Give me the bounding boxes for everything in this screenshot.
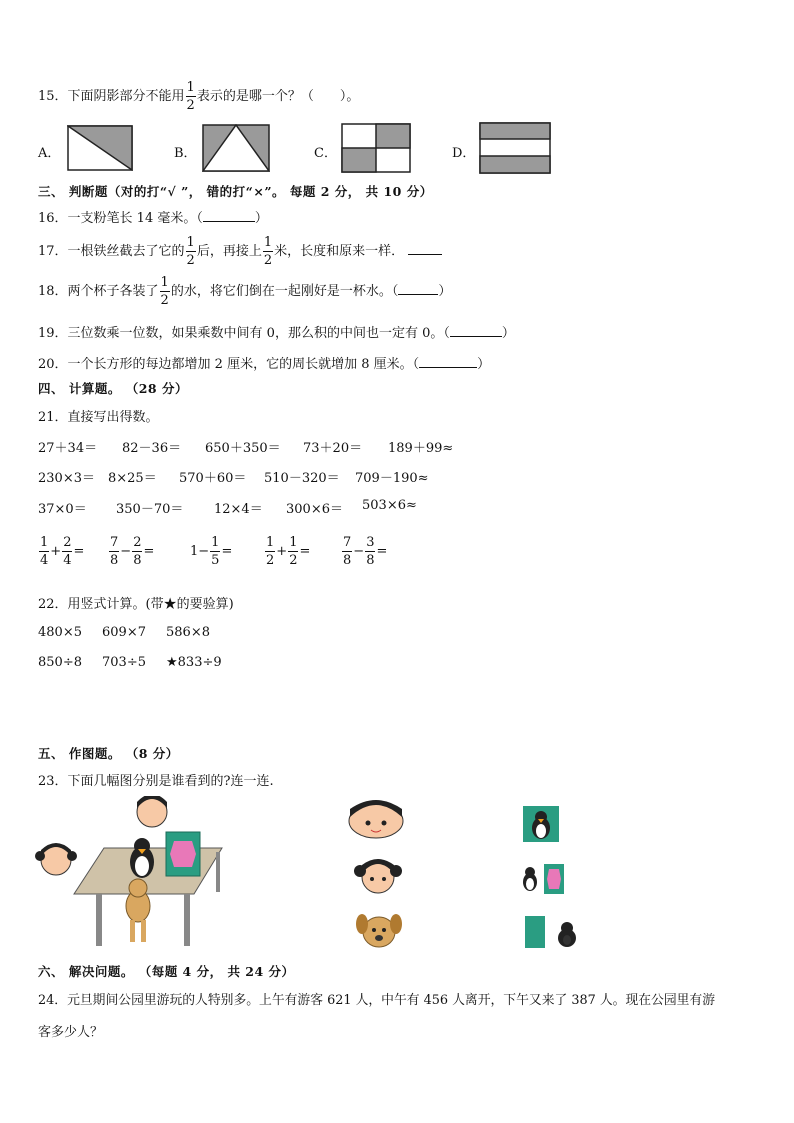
vertical-calc-item: 586×8 <box>166 625 210 640</box>
section-5-heading: 五、 作图题。 （8 分） <box>38 746 179 761</box>
vertical-calc-item: ★833÷9 <box>166 655 222 670</box>
vertical-calc-item: 609×7 <box>102 625 146 640</box>
boy-head-icon <box>346 799 406 839</box>
q21-frac-expr-1: $\frac{1}{4}$ + $\frac{2}{4}$ = <box>40 535 85 568</box>
dog-head-icon <box>354 910 404 950</box>
girl-head-icon <box>350 855 406 895</box>
calc-item: 510－320＝ <box>264 471 340 486</box>
view-penguin-left-box-right <box>520 860 566 896</box>
q22-title: 22．用竖式计算。(带★的要验算) <box>38 597 234 612</box>
q15-option-a-figure <box>67 125 133 171</box>
calc-item: 27＋34＝ <box>38 441 98 456</box>
q21-frac-expr-2: $\frac{7}{8}$ − $\frac{2}{8}$ = <box>110 535 155 568</box>
q18: 18．两个杯子各装了 $\frac{1}{2}$ 的水，将它们倒在一起刚好是一杯水。（ ） <box>38 275 452 308</box>
calc-item: 230×3＝ <box>38 471 95 486</box>
q15-option-b-figure <box>202 124 270 172</box>
q19: 19．三位数乘一位数，如果乘数中间有 0，那么积的中间也一定有 0。（ ） <box>38 322 515 341</box>
q15-post: 表示的是哪一个？（ ）。 <box>196 89 360 104</box>
q21-frac-expr-3: 1− $\frac{1}{5}$ = <box>190 535 233 568</box>
q15-option-d-figure <box>479 122 551 174</box>
section-4-heading: 四、 计算题。 （28 分） <box>38 381 188 396</box>
q15-option-a-label: A． <box>38 146 61 161</box>
q17: 17．一根铁丝截去了它的 $\frac{1}{2}$ 后，再接上 $\frac{1}{2}$ 米，长度和原来一样． <box>38 236 442 267</box>
q16: 16．一支粉笔长 14 毫米。（ ） <box>38 207 268 226</box>
calc-item: 37×0＝ <box>38 502 87 517</box>
q16-answer-blank[interactable] <box>203 208 255 222</box>
q20-answer-blank[interactable] <box>419 354 477 368</box>
calc-item: 503×6≈ <box>362 498 417 513</box>
view-penguin-front-box <box>523 806 559 842</box>
q19-answer-blank[interactable] <box>450 323 502 337</box>
q23-scene-illustration <box>34 796 226 956</box>
calc-item: 350－70＝ <box>116 502 184 517</box>
q15-option-c-figure <box>341 123 411 173</box>
q24-line-1: 24．元旦期间公园里游玩的人特别多。上午有游客 621 人，中午有 456 人离开，下午又来了 387 人。现在公园里有游 <box>38 993 716 1008</box>
q15-option-b-label: B． <box>174 146 197 161</box>
q23-title: 23．下面几幅图分别是谁看到的?连一连. <box>38 774 274 789</box>
q15-pre: 15．下面阴影部分不能用 <box>38 89 185 104</box>
q15-option-d-label: D． <box>452 146 476 161</box>
section-3-heading: 三、 判断题（对的打“√ ”， 错的打“×”。 每题 2 分， 共 10 分） <box>38 184 433 199</box>
view-box-left-penguin-right <box>525 914 581 950</box>
calc-item: 300×6＝ <box>286 502 343 517</box>
calc-item: 650＋350＝ <box>205 441 281 456</box>
q21-frac-expr-4: $\frac{1}{2}$ + $\frac{1}{2}$ = <box>266 535 311 568</box>
q15-option-c-label: C． <box>314 146 337 161</box>
calc-item: 8×25＝ <box>108 471 157 486</box>
calc-item: 73＋20＝ <box>303 441 363 456</box>
calc-item: 570＋60＝ <box>179 471 247 486</box>
calc-item: 189＋99≈ <box>388 441 454 456</box>
q15-fraction: $\frac{1}{2}$ <box>186 80 195 113</box>
q24-line-2: 客多少人？ <box>38 1025 104 1040</box>
section-6-heading: 六、 解决问题。 （每题 4 分， 共 24 分） <box>38 964 295 979</box>
q20: 20．一个长方形的每边都增加 2 厘米，它的周长就增加 8 厘米。（ ） <box>38 353 490 372</box>
q17-answer-blank[interactable] <box>408 241 442 255</box>
q21-title: 21．直接写出得数。 <box>38 410 159 425</box>
calc-item: 709－190≈ <box>355 471 429 486</box>
q15-line <box>38 81 359 112</box>
vertical-calc-item: 480×5 <box>38 625 82 640</box>
q21-frac-expr-5: $\frac{7}{8}$ − $\frac{3}{8}$ = <box>343 535 388 568</box>
q18-answer-blank[interactable] <box>398 281 438 295</box>
vertical-calc-item: 850÷8 <box>38 655 82 670</box>
vertical-calc-item: 703÷5 <box>102 655 146 670</box>
calc-item: 12×4＝ <box>214 502 263 517</box>
calc-item: 82－36＝ <box>122 441 182 456</box>
